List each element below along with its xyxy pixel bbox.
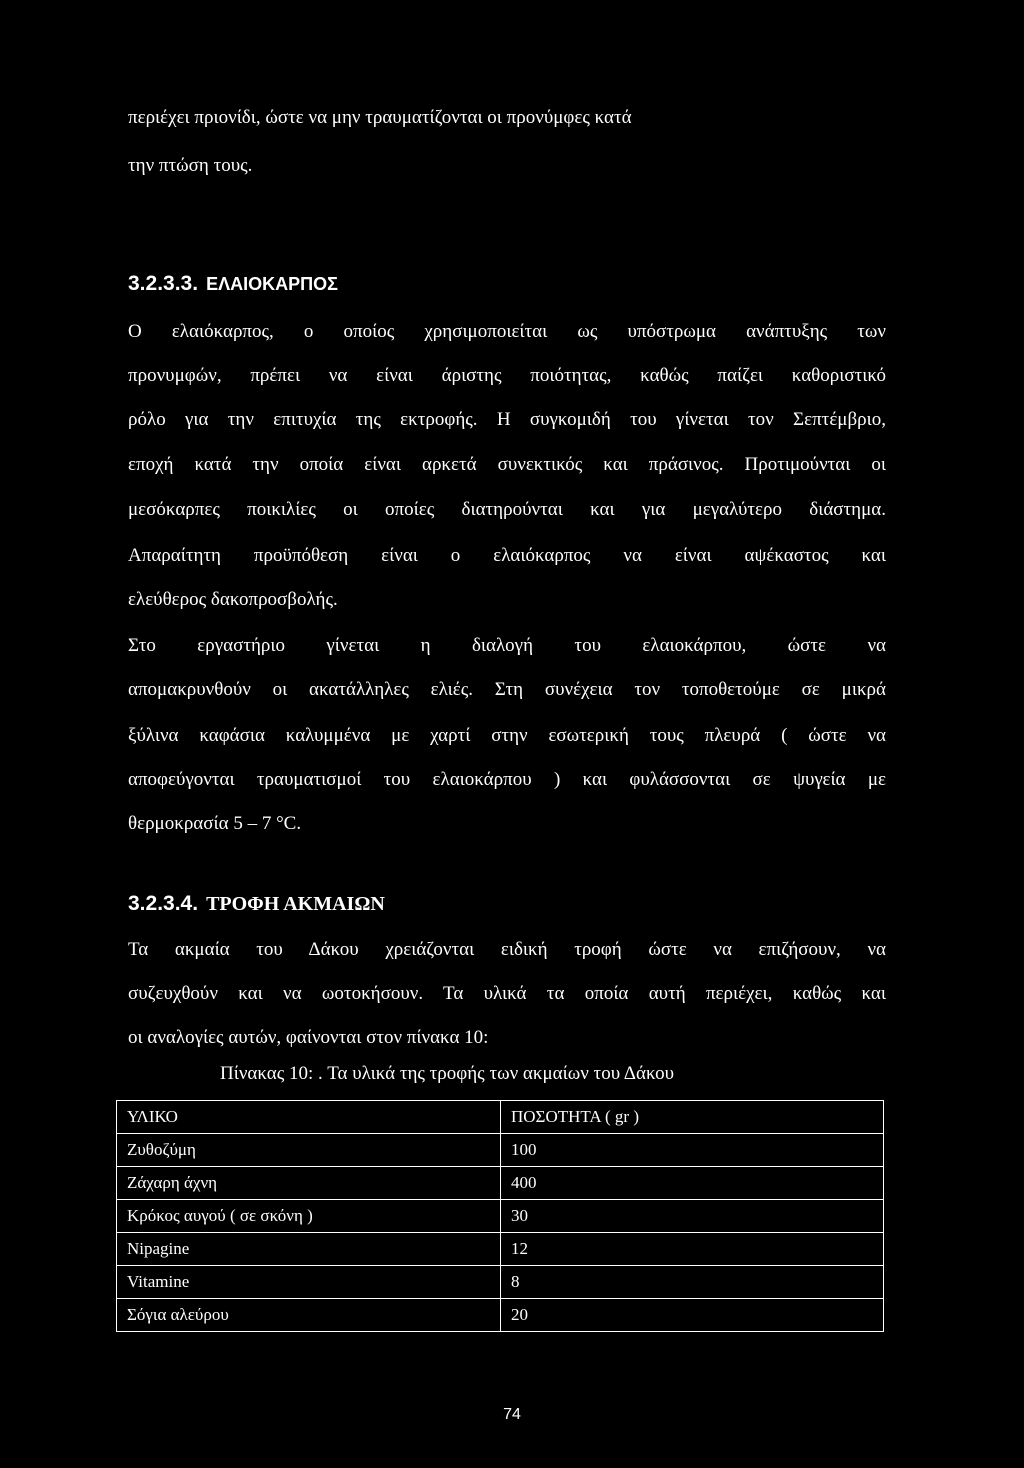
table-row bbox=[117, 1167, 884, 1200]
section-334-heading bbox=[128, 892, 385, 916]
table-row bbox=[117, 1266, 884, 1299]
s333-line-1: Ο ελαιόκαρπος, ο οποίος χρησιμοποιείται ως υπόστρωμα ανάπτυξης των bbox=[128, 321, 886, 342]
s333-line-2: προνυμφών, πρέπει να είναι άριστης ποιότητας, καθώς παίζει καθοριστικό bbox=[128, 365, 886, 386]
intro-line-2: την πτώση τους. bbox=[128, 155, 253, 176]
s334-line-3: οι αναλογίες αυτών, φαίνονται στον πίνακα 10: bbox=[128, 1027, 489, 1048]
section-334-number: 3.2.3.4. bbox=[128, 892, 199, 915]
s333-line-7: ελεύθερος δακοπροσβολής. bbox=[128, 589, 338, 610]
s333-line-12: θερμοκρασία 5 – 7 °C. bbox=[128, 813, 302, 834]
table-row bbox=[117, 1233, 884, 1266]
s333-line-5: μεσόκαρπες ποικιλίες οι οποίες διατηρούνται και για μεγαλύτερο διάστημα. bbox=[128, 499, 886, 520]
table-header-quantity: ΠΟΣΟΤΗΤΑ ( gr ) bbox=[501, 1101, 884, 1134]
s334-line-2: συζευχθούν και να ωοτοκήσουν. Τα υλικά τα οποία αυτή περιέχει, καθώς και bbox=[128, 983, 886, 1004]
s333-line-3: ρόλο για την επιτυχία της εκτροφής. Η συγκομιδή του γίνεται τον Σεπτέμβριο, bbox=[128, 409, 886, 430]
ingredients-table bbox=[116, 1100, 884, 1332]
table-cell-material: Ζάχαρη άχνη bbox=[117, 1167, 501, 1200]
table-cell-quantity: 100 bbox=[501, 1134, 884, 1167]
table-header-material: ΥΛΙΚΟ bbox=[117, 1101, 501, 1134]
table-cell-quantity: 400 bbox=[501, 1167, 884, 1200]
section-333-heading bbox=[128, 272, 338, 296]
table-cell-material: Ζυθοζύμη bbox=[117, 1134, 501, 1167]
table-cell-quantity: 20 bbox=[501, 1299, 884, 1332]
table-row bbox=[117, 1200, 884, 1233]
section-333-title: ΕΛΑΙΟΚΑΡΠΟΣ bbox=[206, 274, 338, 294]
s333-line-11: αποφεύγονται τραυματισμοί του ελαιοκάρπου ) και φυλάσσονται σε ψυγεία με bbox=[128, 769, 886, 790]
s333-line-6: Απαραίτητη προϋπόθεση είναι ο ελαιόκαρπος να είναι αψέκαστος και bbox=[128, 545, 886, 566]
table-cell-material: Σόγια αλεύρου bbox=[117, 1299, 501, 1332]
s333-line-10: ξύλινα καφάσια καλυμμένα με χαρτί στην εσωτερική τους πλευρά ( ώστε να bbox=[128, 725, 886, 746]
table-cell-material: Vitamine bbox=[117, 1266, 501, 1299]
s333-line-4: εποχή κατά την οποία είναι αρκετά συνεκτικός και πράσινος. Προτιμούνται οι bbox=[128, 454, 886, 475]
s333-line-9: απομακρυνθούν οι ακατάλληλες ελιές. Στη συνέχεια τον τοποθετούμε σε μικρά bbox=[128, 679, 886, 700]
table-cell-material: Nipagine bbox=[117, 1233, 501, 1266]
table-cell-material: Κρόκος αυγού ( σε σκόνη ) bbox=[117, 1200, 501, 1233]
intro-line-1: περιέχει πριονίδι, ώστε να μην τραυματίζονται οι προνύμφες κατά bbox=[128, 107, 632, 128]
table-row bbox=[117, 1299, 884, 1332]
section-334-title: ΤΡΟΦΗ ΑΚΜΑΙΩΝ bbox=[206, 893, 385, 915]
table-header-row bbox=[117, 1101, 884, 1134]
table-cell-quantity: 30 bbox=[501, 1200, 884, 1233]
table-cell-quantity: 12 bbox=[501, 1233, 884, 1266]
table-cell-quantity: 8 bbox=[501, 1266, 884, 1299]
table-row bbox=[117, 1134, 884, 1167]
page-number: 74 bbox=[503, 1406, 521, 1423]
s333-line-8: Στο εργαστήριο γίνεται η διαλογή του ελαιοκάρπου, ώστε να bbox=[128, 635, 886, 656]
table-caption: Πίνακας 10: . Τα υλικά της τροφής των ακμαίων του Δάκου bbox=[220, 1063, 675, 1084]
section-333-number: 3.2.3.3. bbox=[128, 272, 199, 295]
s334-line-1: Τα ακμαία του Δάκου χρειάζονται ειδική τροφή ώστε να επιζήσουν, να bbox=[128, 939, 886, 960]
